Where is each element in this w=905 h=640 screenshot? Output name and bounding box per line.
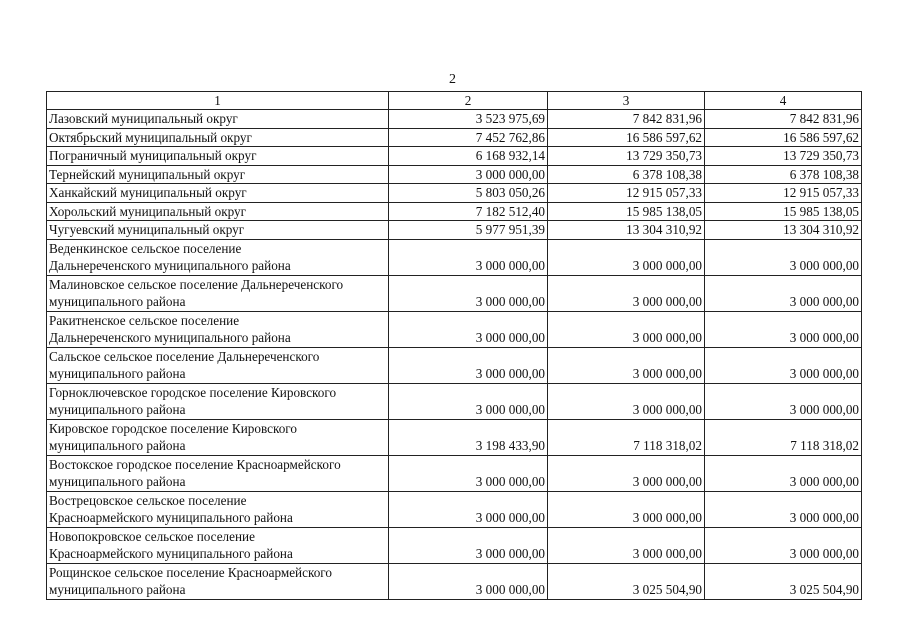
municipality-name-line: Горноключевское городское поселение Кировского (49, 384, 337, 400)
municipality-name-line: Новопокровское сельское поселение (49, 528, 255, 544)
page-number: 2 (449, 72, 456, 87)
municipality-name-line: Чугуевский муниципальный округ (49, 222, 245, 237)
municipality-name-cell (47, 239, 389, 275)
table-row (47, 239, 862, 275)
table-row (47, 165, 862, 184)
amount-cell-col-3: 3 000 000,00 (548, 347, 705, 383)
amount-cell-col-3: 3 000 000,00 (548, 239, 705, 275)
municipality-name-line: Красноармейского муниципального района (49, 546, 293, 561)
municipality-name-cell (47, 275, 389, 311)
amount-cell-col-4: 3 000 000,00 (705, 347, 862, 383)
amount-cell-col-2: 3 000 000,00 (389, 347, 548, 383)
municipality-name-line: Рощинское сельское поселение Красноармейского (49, 564, 332, 580)
amount-cell-col-2: 3 000 000,00 (389, 165, 548, 184)
amount-cell-col-2: 3 523 975,69 (389, 110, 548, 129)
amount-cell-col-2: 3 000 000,00 (389, 563, 548, 599)
header-col-4: 4 (705, 92, 862, 110)
municipality-name-line: Вострецовское сельское поселение (49, 492, 247, 508)
amount-cell-col-4: 3 000 000,00 (705, 275, 862, 311)
amount-cell-col-3: 13 304 310,92 (548, 221, 705, 240)
amount-cell-col-3: 7 842 831,96 (548, 110, 705, 129)
municipality-name-cell (47, 455, 389, 491)
amount-cell-col-4: 7 842 831,96 (705, 110, 862, 129)
amount-cell-col-2: 3 000 000,00 (389, 527, 548, 563)
amount-cell-col-2: 3 000 000,00 (389, 239, 548, 275)
amount-cell-col-4: 3 000 000,00 (705, 311, 862, 347)
municipality-name-cell (47, 419, 389, 455)
amount-cell-col-4: 3 000 000,00 (705, 239, 862, 275)
amount-cell-col-2: 3 198 433,90 (389, 419, 548, 455)
table-header-row (47, 92, 862, 110)
table-row (47, 147, 862, 166)
amount-cell-col-4: 16 586 597,62 (705, 128, 862, 147)
municipality-name-line: Малиновское сельское поселение Дальнереченского (49, 276, 344, 292)
table-row (47, 275, 862, 311)
municipality-name-cell (47, 202, 389, 221)
amount-cell-col-4: 3 000 000,00 (705, 455, 862, 491)
amount-cell-col-3: 3 000 000,00 (548, 311, 705, 347)
amount-cell-col-2: 6 168 932,14 (389, 147, 548, 166)
amount-cell-col-3: 16 586 597,62 (548, 128, 705, 147)
amount-cell-col-3: 15 985 138,05 (548, 202, 705, 221)
amount-cell-col-2: 3 000 000,00 (389, 383, 548, 419)
municipality-name-cell (47, 221, 389, 240)
amount-cell-col-4: 3 000 000,00 (705, 383, 862, 419)
municipality-name-line: Сальское сельское поселение Дальнереченского (49, 348, 320, 364)
table-row (47, 419, 862, 455)
municipality-name-cell (47, 147, 389, 166)
header-col-1: 1 (47, 92, 389, 110)
municipality-name-cell (47, 184, 389, 203)
amount-cell-col-4: 12 915 057,33 (705, 184, 862, 203)
table-row (47, 383, 862, 419)
municipality-name-cell (47, 383, 389, 419)
municipality-name-cell (47, 311, 389, 347)
table-row (47, 184, 862, 203)
amount-cell-col-3: 13 729 350,73 (548, 147, 705, 166)
table-row (47, 110, 862, 129)
amount-cell-col-4: 3 000 000,00 (705, 527, 862, 563)
municipality-name-line: Кировское городское поселение Кировского (49, 420, 297, 436)
table-row (47, 563, 862, 599)
municipality-name-line: муниципального района (49, 474, 186, 489)
municipality-name-cell (47, 110, 389, 129)
municipality-name-line: муниципального района (49, 582, 186, 597)
municipality-name-line: Веденкинское сельское поселение (49, 240, 242, 256)
municipality-name-cell (47, 128, 389, 147)
amount-cell-col-3: 12 915 057,33 (548, 184, 705, 203)
amount-cell-col-4: 7 118 318,02 (705, 419, 862, 455)
amount-cell-col-2: 5 803 050,26 (389, 184, 548, 203)
municipality-name-line: муниципального района (49, 366, 186, 381)
table-row (47, 311, 862, 347)
amount-cell-col-4: 3 000 000,00 (705, 491, 862, 527)
municipality-name-line: Тернейский муниципальный округ (49, 166, 246, 182)
municipality-name-line: муниципального района (49, 294, 186, 309)
budget-table (46, 91, 862, 600)
municipality-name-line: Дальнереченского муниципального района (49, 258, 291, 273)
municipality-name-line: Ханкайский муниципальный округ (49, 185, 247, 200)
amount-cell-col-3: 7 118 318,02 (548, 419, 705, 455)
municipality-name-line: Востокское городское поселение Красноармейского (49, 456, 341, 472)
municipality-name-cell (47, 165, 389, 184)
table-row (47, 491, 862, 527)
municipality-name-cell (47, 527, 389, 563)
municipality-name-line: муниципального района (49, 402, 186, 417)
table-row (47, 221, 862, 240)
municipality-name-line: Дальнереченского муниципального района (49, 330, 291, 345)
municipality-name-line: муниципального района (49, 438, 186, 453)
amount-cell-col-3: 3 000 000,00 (548, 455, 705, 491)
municipality-name-line: Октябрьский муниципальный округ (49, 129, 252, 145)
amount-cell-col-2: 7 452 762,86 (389, 128, 548, 147)
amount-cell-col-2: 5 977 951,39 (389, 221, 548, 240)
municipality-name-cell (47, 563, 389, 599)
amount-cell-col-4: 13 729 350,73 (705, 147, 862, 166)
table-row (47, 202, 862, 221)
amount-cell-col-2: 3 000 000,00 (389, 275, 548, 311)
amount-cell-col-2: 3 000 000,00 (389, 455, 548, 491)
header-col-3: 3 (548, 92, 705, 110)
table-row (47, 128, 862, 147)
amount-cell-col-4: 15 985 138,05 (705, 202, 862, 221)
amount-cell-col-3: 3 000 000,00 (548, 527, 705, 563)
municipality-name-cell (47, 491, 389, 527)
amount-cell-col-3: 3 025 504,90 (548, 563, 705, 599)
municipality-name-line: Хорольский муниципальный округ (49, 203, 247, 219)
table-row (47, 455, 862, 491)
table-row (47, 347, 862, 383)
amount-cell-col-2: 3 000 000,00 (389, 491, 548, 527)
municipality-name-line: Ракитненское сельское поселение (49, 312, 240, 328)
amount-cell-col-3: 3 000 000,00 (548, 275, 705, 311)
amount-cell-col-3: 3 000 000,00 (548, 491, 705, 527)
amount-cell-col-4: 13 304 310,92 (705, 221, 862, 240)
table-body (47, 110, 862, 600)
amount-cell-col-3: 3 000 000,00 (548, 383, 705, 419)
table-row (47, 527, 862, 563)
header-col-2: 2 (389, 92, 548, 110)
amount-cell-col-2: 7 182 512,40 (389, 202, 548, 221)
municipality-name-line: Красноармейского муниципального района (49, 510, 293, 525)
municipality-name-cell (47, 347, 389, 383)
municipality-name-line: Лазовский муниципальный округ (49, 111, 238, 126)
amount-cell-col-2: 3 000 000,00 (389, 311, 548, 347)
amount-cell-col-3: 6 378 108,38 (548, 165, 705, 184)
municipality-name-line: Пограничный муниципальный округ (49, 148, 257, 163)
amount-cell-col-4: 3 025 504,90 (705, 563, 862, 599)
amount-cell-col-4: 6 378 108,38 (705, 165, 862, 184)
